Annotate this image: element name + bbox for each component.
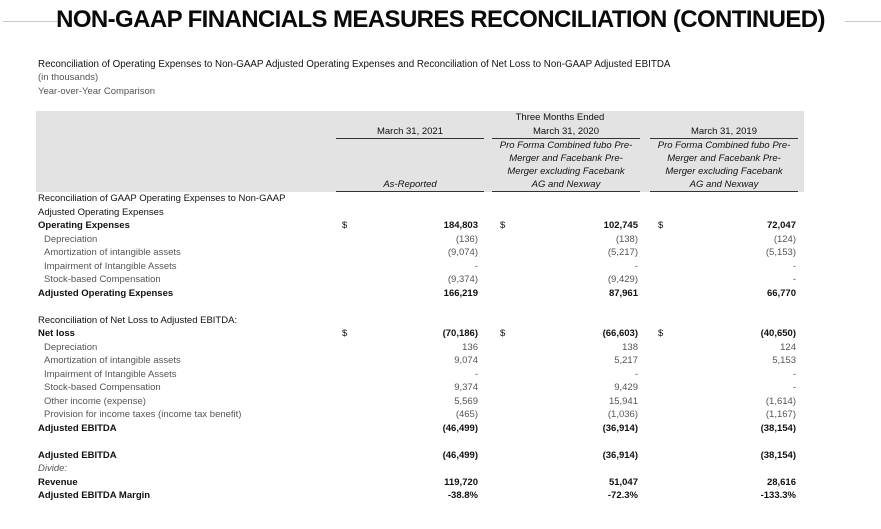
table-row <box>0 247 881 261</box>
row-label: Impairment of Intangible Assets <box>44 369 177 380</box>
table-row <box>0 490 881 504</box>
row-label: Depreciation <box>44 342 98 353</box>
row-value-col3: - <box>792 274 796 285</box>
row-label: Depreciation <box>44 234 98 245</box>
row-value-col1: 119,720 <box>444 477 478 488</box>
row-label: Reconciliation of GAAP Operating Expenses to Non-GAAP <box>38 193 286 204</box>
row-label: Operating Expenses <box>38 220 130 231</box>
table-row <box>0 328 881 342</box>
report-description: Reconciliation of Operating Expenses to Non-GAAP Adjusted Operating Expenses and Reconciliation of Net Loss to Non-GAAP Adjusted EBITDA <box>38 59 671 70</box>
col1-date-rule <box>336 138 484 139</box>
table-row <box>0 463 881 477</box>
row-label: Revenue <box>38 477 78 488</box>
row-value-col1: (465) <box>455 409 478 420</box>
row-value-col3: - <box>792 369 796 380</box>
table-row <box>0 274 881 288</box>
col3-sub-rule <box>650 191 798 192</box>
row-label: Adjusted EBITDA <box>38 450 117 461</box>
table-row <box>0 396 881 410</box>
table-row <box>0 234 881 248</box>
col2-sub-line-1: Pro Forma Combined fubo Pre- <box>499 140 633 151</box>
row-label: Amortization of intangible assets <box>44 355 181 366</box>
col2-sub-line-3: Merger excluding Facebank <box>507 166 625 177</box>
row-value-col1: (70,186) <box>442 328 478 339</box>
col3-sub-line-4: AG and Nexway <box>689 179 759 190</box>
table-row <box>0 477 881 491</box>
row-value-col3: 66,770 <box>766 288 796 299</box>
row-value-col3: 72,047 <box>766 220 796 231</box>
row-label: Adjusted EBITDA <box>38 423 117 434</box>
row-value-col2: - <box>634 369 638 380</box>
row-value-col2: (138) <box>615 234 638 245</box>
row-value-col2: (1,036) <box>607 409 638 420</box>
table-row <box>0 369 881 383</box>
row-value-col2: 15,941 <box>608 396 638 407</box>
table-row <box>0 355 881 369</box>
table-row <box>0 207 881 221</box>
table-row <box>0 409 881 423</box>
row-value-col1: - <box>474 261 478 272</box>
row-value-col3: (5,153) <box>765 247 796 258</box>
row-value-col3: - <box>792 261 796 272</box>
row-label: Provision for income taxes (income tax benefit) <box>44 409 242 420</box>
row-value-col2: - <box>634 261 638 272</box>
currency-symbol: $ <box>342 328 348 339</box>
row-value-col1: 136 <box>462 342 478 353</box>
table-row <box>0 382 881 396</box>
row-value-col3: 28,616 <box>766 477 796 488</box>
row-value-col2: (5,217) <box>607 247 638 258</box>
row-label: Stock-based Compensation <box>44 382 161 393</box>
currency-symbol: $ <box>658 220 664 231</box>
row-value-col3: (38,154) <box>760 423 796 434</box>
col3-sub-line-3: Merger excluding Facebank <box>665 166 783 177</box>
row-value-col2: 138 <box>622 342 638 353</box>
row-value-col2: 87,961 <box>608 288 638 299</box>
col3-sub-line-1: Pro Forma Combined fubo Pre- <box>657 140 791 151</box>
row-value-col3: -133.3% <box>760 490 796 501</box>
row-label: Adjusted EBITDA Margin <box>38 490 151 501</box>
col2-sub-line-4: AG and Nexway <box>531 179 601 190</box>
row-value-col3: 124 <box>780 342 796 353</box>
row-value-col2: (9,429) <box>607 274 638 285</box>
currency-symbol: $ <box>500 220 506 231</box>
table-row <box>0 315 881 329</box>
row-value-col1: 9,074 <box>454 355 478 366</box>
row-label: Other income (expense) <box>44 396 146 407</box>
row-value-col1: (136) <box>455 234 478 245</box>
col3-sub-line-2: Merger and Facebank Pre- <box>667 153 781 164</box>
col2-sub-line-2: Merger and Facebank Pre- <box>509 153 623 164</box>
col3-date: March 31, 2019 <box>690 126 757 137</box>
row-value-col2: 5,217 <box>614 355 638 366</box>
table-row <box>0 288 881 302</box>
row-value-col2: -72.3% <box>607 490 638 501</box>
row-value-col3: (40,650) <box>760 328 796 339</box>
row-value-col2: 102,745 <box>603 220 638 231</box>
row-label: Adjusted Operating Expenses <box>38 288 174 299</box>
row-label: Impairment of Intangible Assets <box>44 261 177 272</box>
table-row <box>0 193 881 207</box>
row-value-col1: 166,219 <box>443 288 478 299</box>
row-value-col3: (124) <box>773 234 796 245</box>
currency-symbol: $ <box>658 328 664 339</box>
row-value-col2: (66,603) <box>602 328 638 339</box>
row-value-col1: (46,499) <box>442 450 478 461</box>
row-value-col1: (9,074) <box>447 247 478 258</box>
col2-sub-rule <box>492 191 640 192</box>
row-value-col1: (46,499) <box>442 423 478 434</box>
currency-symbol: $ <box>342 220 348 231</box>
col1-sub: As-Reported <box>383 179 437 190</box>
col1-date: March 31, 2021 <box>376 126 443 137</box>
table-row <box>0 423 881 437</box>
row-label: Reconciliation of Net Loss to Adjusted EBITDA: <box>38 315 238 326</box>
group-label: Three Months Ended <box>515 112 605 123</box>
units-note: (in thousands) <box>38 72 99 83</box>
row-value-col1: 9,374 <box>454 382 478 393</box>
currency-symbol: $ <box>500 328 506 339</box>
row-value-col2: (36,914) <box>602 450 638 461</box>
row-label: Adjusted Operating Expenses <box>38 207 164 218</box>
row-value-col2: 51,047 <box>608 477 638 488</box>
comparison-note: Year-over-Year Comparison <box>38 86 156 97</box>
table-row <box>0 220 881 234</box>
table-row <box>0 450 881 464</box>
table-row <box>0 342 881 356</box>
row-value-col3: - <box>792 382 796 393</box>
row-label: Stock-based Compensation <box>44 274 161 285</box>
row-label: Amortization of intangible assets <box>44 247 181 258</box>
col2-date: March 31, 2020 <box>532 126 599 137</box>
table-row <box>0 261 881 275</box>
row-label: Divide: <box>38 463 68 474</box>
row-value-col3: (1,614) <box>765 396 796 407</box>
row-value-col1: -38.8% <box>447 490 478 501</box>
page-title: NON-GAAP FINANCIALS MEASURES RECONCILIATION (CONTINUED) <box>56 6 825 33</box>
row-value-col3: (38,154) <box>760 450 796 461</box>
row-value-col2: 9,429 <box>614 382 638 393</box>
row-value-col3: (1,167) <box>765 409 796 420</box>
row-value-col1: - <box>474 369 478 380</box>
row-label: Net loss <box>38 328 75 339</box>
row-value-col1: (9,374) <box>447 274 478 285</box>
col1-sub-rule <box>336 191 484 192</box>
row-value-col3: 5,153 <box>772 355 796 366</box>
row-value-col1: 5,569 <box>454 396 478 407</box>
row-value-col2: (36,914) <box>602 423 638 434</box>
row-value-col1: 184,803 <box>443 220 478 231</box>
